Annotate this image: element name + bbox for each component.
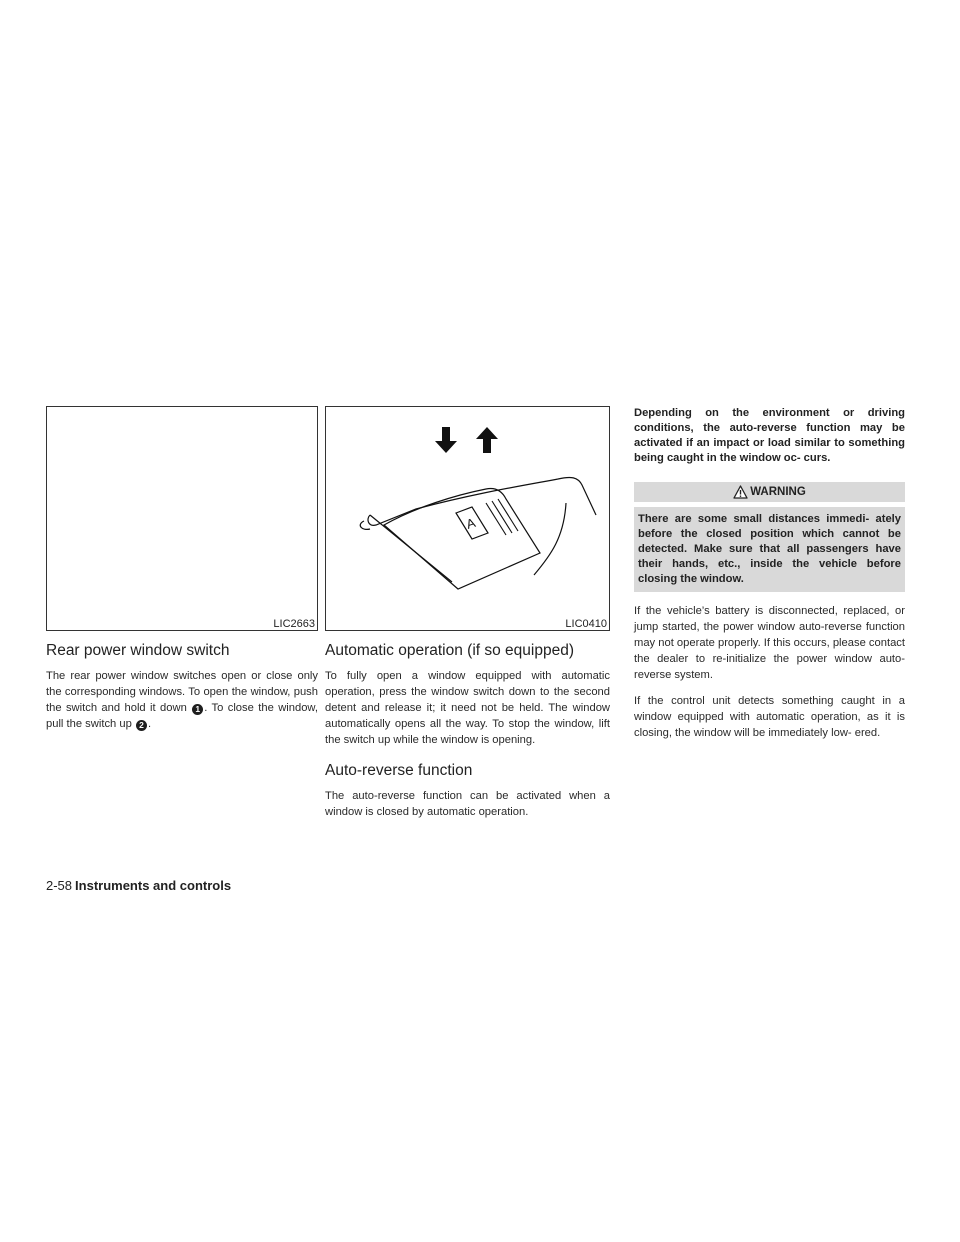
warning-title: WARNING xyxy=(750,486,806,498)
figure-code: LIC2663 xyxy=(269,617,317,630)
text-part: The rear power window switches open or close only the corresponding windows. To open the window, push the switch and hold it down xyxy=(46,670,318,714)
heading-rear-power-window-switch: Rear power window switch xyxy=(46,642,230,659)
window-switch-illustration xyxy=(326,407,609,630)
heading-auto-reverse: Auto-reverse function xyxy=(325,762,473,779)
paragraph-automatic-operation: To fully open a window equipped with automatic operation, press the window switch down to the second detent and release it; it need not be held. The window automatically opens all the way. To stop the window, lift the switch up while the window is opening. xyxy=(325,670,610,746)
paragraph-environment-note: Depending on the environment or driving conditions, the auto-reverse function may be activated if an impact or load similar to something being caught in the window oc- curs. xyxy=(634,407,905,464)
page-number: 2-58 xyxy=(46,878,73,893)
heading-automatic-operation: Automatic operation (if so equipped) xyxy=(325,642,575,659)
column-middle xyxy=(325,406,610,830)
warning-text: There are some small distances immedi- ately before the closed position which cannot be detected. Make sure that all passengers have their hands, etc., inside the vehicle before closing the window. xyxy=(634,507,905,592)
text-part: . To close the window, pull the switch up xyxy=(46,702,318,730)
figure-code: LIC0410 xyxy=(561,617,609,630)
paragraph-rear-power-window xyxy=(46,668,318,732)
paragraph-control-unit: If the control unit detects something caught in a window equipped with automatic operation, as it is closing, the window will be immediately low- ered. xyxy=(634,695,905,739)
warning-header xyxy=(634,482,905,502)
paragraph-battery: If the vehicle’s battery is disconnected, replaced, or jump started, the power window auto-reverse function may not operate properly. If this occurs, please contact the dealer to re-initialize the power window auto-reverse system. xyxy=(634,605,905,681)
down-arrow-icon xyxy=(435,427,457,453)
figure-rear-window-switch xyxy=(46,406,318,631)
figure-window-switch-illustration xyxy=(325,406,610,631)
section-name: Instruments and controls xyxy=(75,878,232,893)
column-left xyxy=(46,406,318,742)
column-right xyxy=(634,406,905,751)
warning-triangle-icon xyxy=(733,485,748,499)
text-part: . xyxy=(147,718,152,730)
marker-1-icon: 1 xyxy=(192,704,203,715)
paragraph-auto-reverse: The auto-reverse function can be activated when a window is closed by automatic operation. xyxy=(325,790,610,818)
up-arrow-icon xyxy=(476,427,498,453)
page-footer xyxy=(46,878,231,894)
marker-2-icon: 2 xyxy=(136,720,147,731)
svg-text:A: A xyxy=(464,514,478,532)
